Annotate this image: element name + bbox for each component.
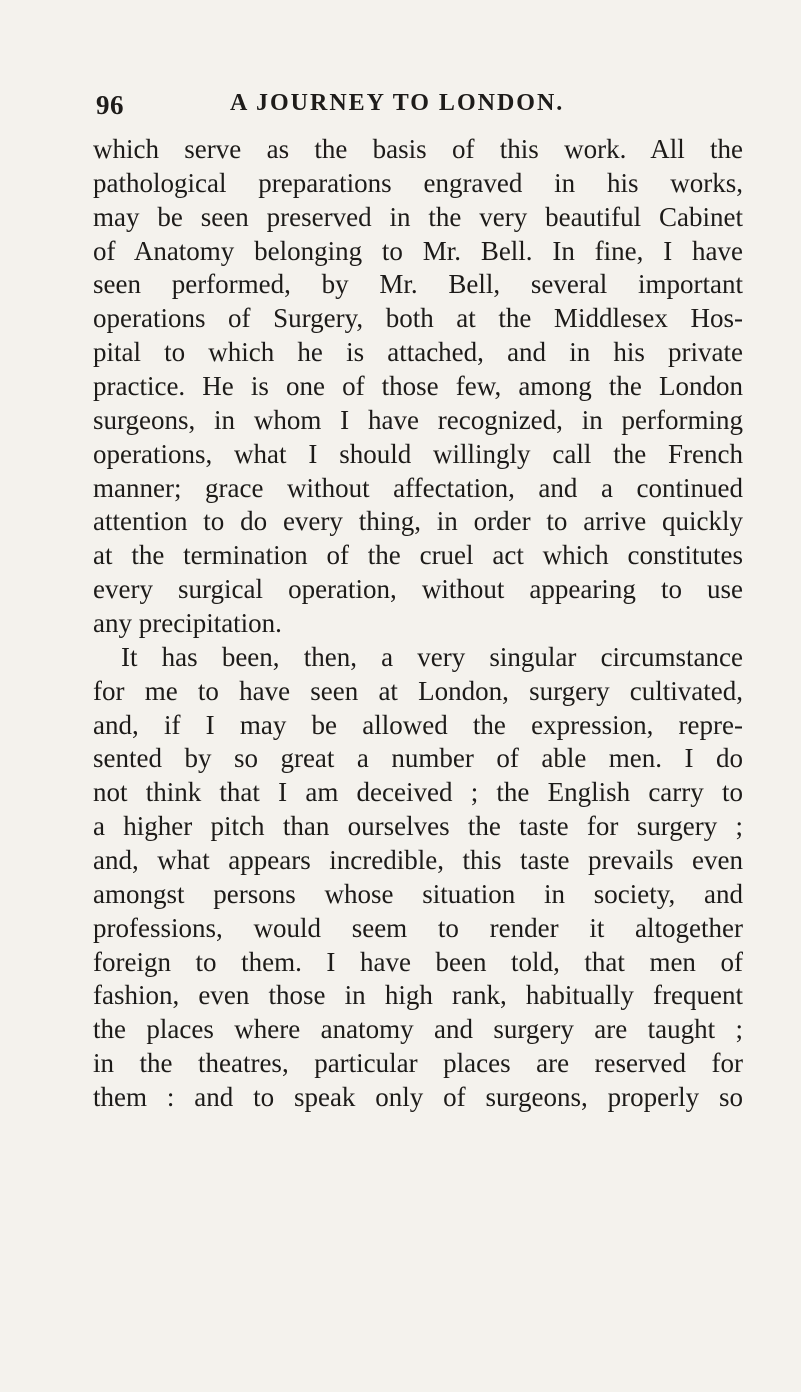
text-line: sented by so great a number of able men. I do bbox=[93, 743, 743, 774]
text-line: which serve as the basis of this work. All the bbox=[93, 134, 743, 164]
page-number: 96 bbox=[96, 90, 124, 120]
text-line: pathological preparations engraved in his works, bbox=[93, 167, 743, 198]
text-line: any precipitation. bbox=[93, 608, 282, 639]
text-line: operations of Surgery, both at the Middlesex Hos- bbox=[93, 303, 743, 334]
text-line: attention to do every thing, in order to arrive quickly bbox=[93, 506, 743, 537]
text-line: foreign to them. I have been told, that men of bbox=[93, 946, 743, 977]
text-line: them : and to speak only of surgeons, properly so bbox=[93, 1082, 743, 1113]
text-line: seen performed, by Mr. Bell, several important bbox=[93, 269, 743, 300]
text-line: for me to have seen at London, surgery cultivated, bbox=[93, 675, 743, 706]
text-line: at the termination of the cruel act which constitutes bbox=[93, 540, 743, 571]
text-line: the places where anatomy and surgery are taught ; bbox=[93, 1014, 743, 1045]
running-head: A JOURNEY TO LONDON. bbox=[230, 90, 565, 116]
page-header bbox=[96, 90, 736, 130]
text-line: a higher pitch than ourselves the taste for surgery ; bbox=[93, 811, 743, 842]
text-line: not think that I am deceived ; the English carry to bbox=[93, 777, 743, 808]
text-line: pital to which he is attached, and in his private bbox=[93, 337, 743, 368]
text-line: professions, would seem to render it altogether bbox=[93, 912, 743, 943]
body-text bbox=[93, 133, 743, 1115]
text-line: amongst persons whose situation in society, and bbox=[93, 878, 743, 909]
text-line: fashion, even those in high rank, habitually frequent bbox=[93, 980, 743, 1011]
text-line: operations, what I should willingly call the French bbox=[93, 438, 743, 469]
text-line: and, if I may be allowed the expression, repre- bbox=[93, 709, 743, 740]
text-line: surgeons, in whom I have recognized, in performing bbox=[93, 404, 743, 435]
text-line: and, what appears incredible, this taste prevails even bbox=[93, 845, 743, 876]
text-line: may be seen preserved in the very beautiful Cabinet bbox=[93, 201, 743, 232]
text-line: manner; grace without affectation, and a continued bbox=[93, 472, 743, 503]
text-line: in the theatres, particular places are reserved for bbox=[93, 1048, 743, 1079]
text-line: practice. He is one of those few, among the London bbox=[93, 371, 743, 402]
text-line: It has been, then, a very singular circumstance bbox=[121, 641, 743, 672]
text-line: of Anatomy belonging to Mr. Bell. In fine, I have bbox=[93, 235, 743, 266]
text-line: every surgical operation, without appearing to use bbox=[93, 574, 743, 605]
